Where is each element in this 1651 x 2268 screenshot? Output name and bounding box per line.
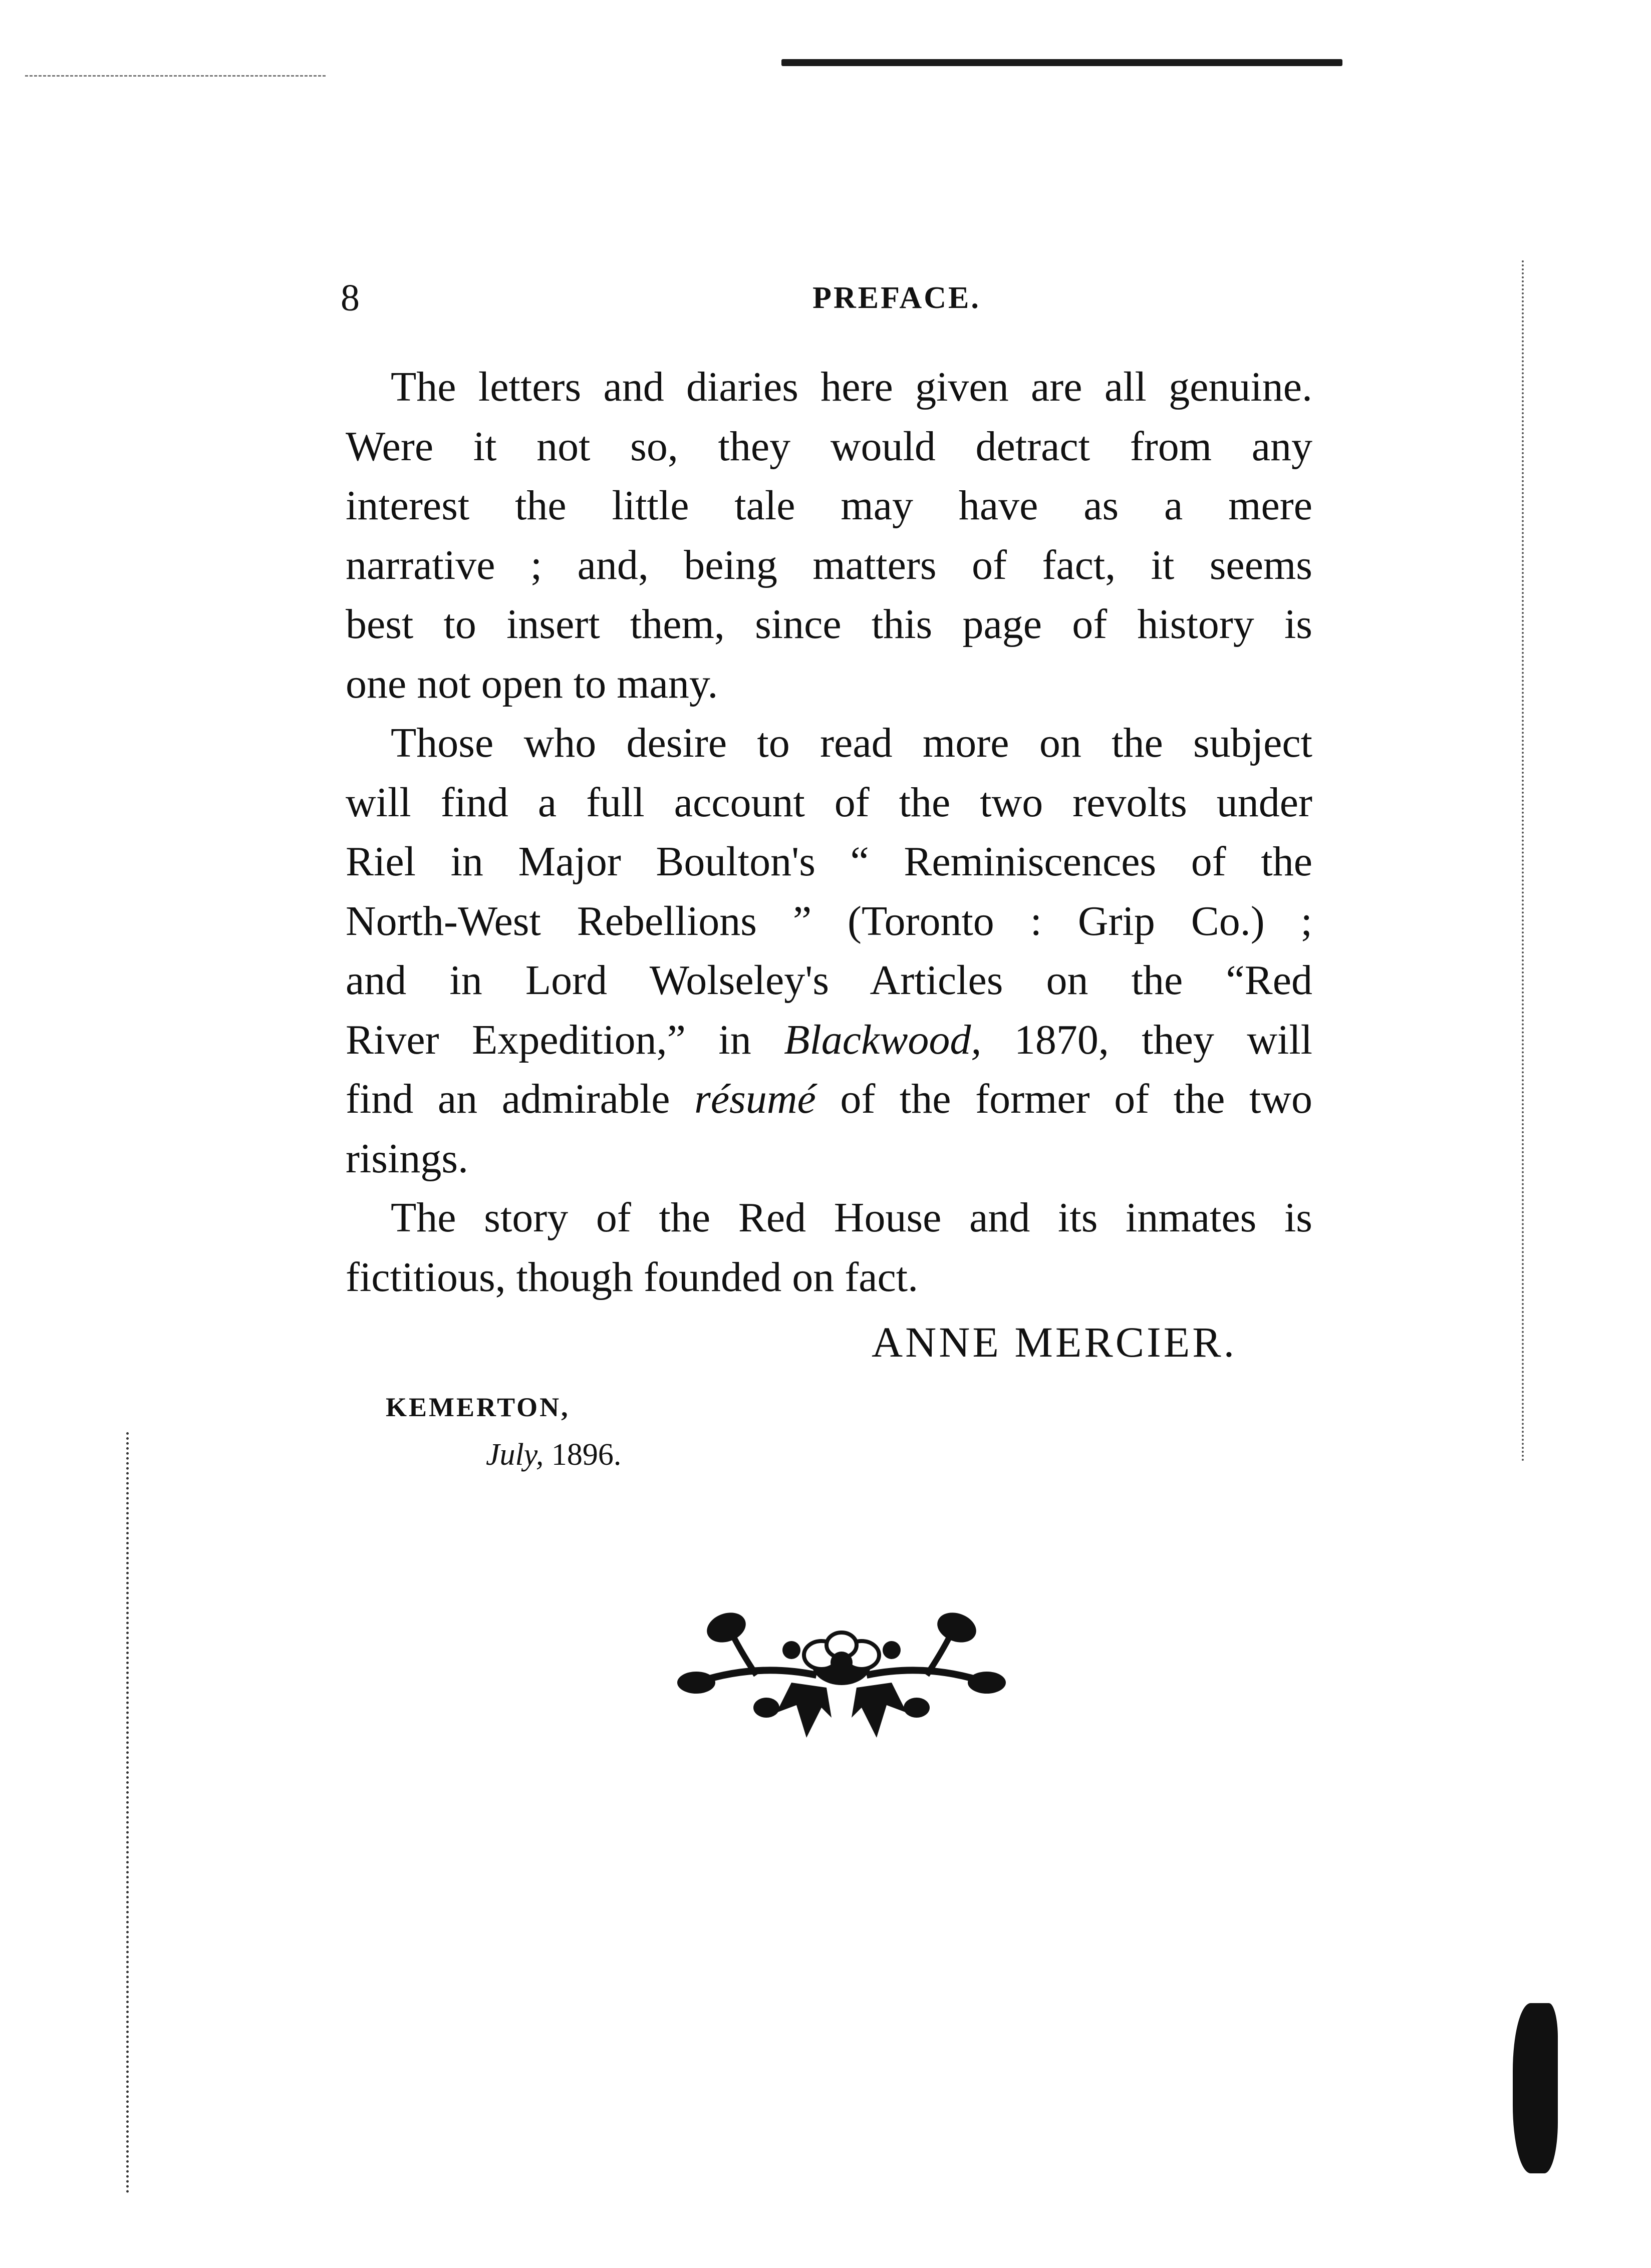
text-segment: of the former of the two: [815, 1076, 1312, 1122]
scan-rule-artifact: [781, 59, 1342, 66]
paragraph-1: [346, 358, 1312, 714]
scan-left-edge-artifact: [126, 1432, 131, 2193]
text-segment: find an admirable: [346, 1076, 695, 1122]
date-year: 1896.: [543, 1438, 622, 1472]
paragraph-2: [346, 714, 1312, 1188]
text-line: Riel in Major Boulton's “ Reminiscences of the: [346, 838, 1312, 885]
date-month: July,: [486, 1438, 544, 1472]
text-line: interest the little tale may have as a mere: [346, 482, 1312, 529]
text-line: Were it not so, they would detract from any: [346, 423, 1312, 470]
text-line: risings.: [346, 1135, 469, 1182]
text-line: one not open to many.: [346, 660, 718, 707]
text-line: fictitious, though founded on fact.: [346, 1253, 919, 1301]
author-signature: ANNE MERCIER.: [872, 1318, 1237, 1366]
preface-text: [346, 358, 1312, 1307]
italic-term: résumé: [694, 1076, 816, 1122]
page-number: 8: [341, 277, 360, 319]
place-line: KEMERTON,: [386, 1392, 570, 1422]
text-line: The story of the Red House and its inmates is: [391, 1194, 1312, 1241]
text-line: best to insert them, since this page of history is: [346, 601, 1312, 647]
text-segment: 1870, they will: [981, 1016, 1312, 1063]
text-line: Those who desire to read more on the subject: [391, 720, 1312, 766]
page-header: [331, 273, 1332, 323]
paragraph-3: [346, 1188, 1312, 1307]
scan-right-edge-artifact: [1522, 260, 1526, 1462]
text-line: and in Lord Wolseley's Articles on the “Red: [346, 957, 1312, 1004]
date-line: [486, 1432, 621, 1477]
italic-title: Blackwood,: [784, 1016, 982, 1063]
text-segment: River Expedition,” in: [346, 1016, 784, 1063]
scan-ink-blot-artifact: [1513, 2003, 1558, 2173]
text-line: North-West Rebellions ” (Toronto : Grip Co.) ;: [346, 897, 1312, 944]
floral-ornament-icon: [666, 1607, 1017, 1758]
scan-mark-artifact: [25, 75, 326, 79]
text-line: narrative ; and, being matters of fact, it seems: [346, 541, 1312, 588]
text-line: will find a full account of the two revolts under: [346, 779, 1312, 826]
text-line: The letters and diaries here given are all genuine.: [391, 364, 1312, 410]
text-line-with-italic: [346, 1011, 1312, 1070]
running-title: PREFACE.: [812, 281, 981, 315]
text-line-with-italic: [346, 1070, 1312, 1129]
